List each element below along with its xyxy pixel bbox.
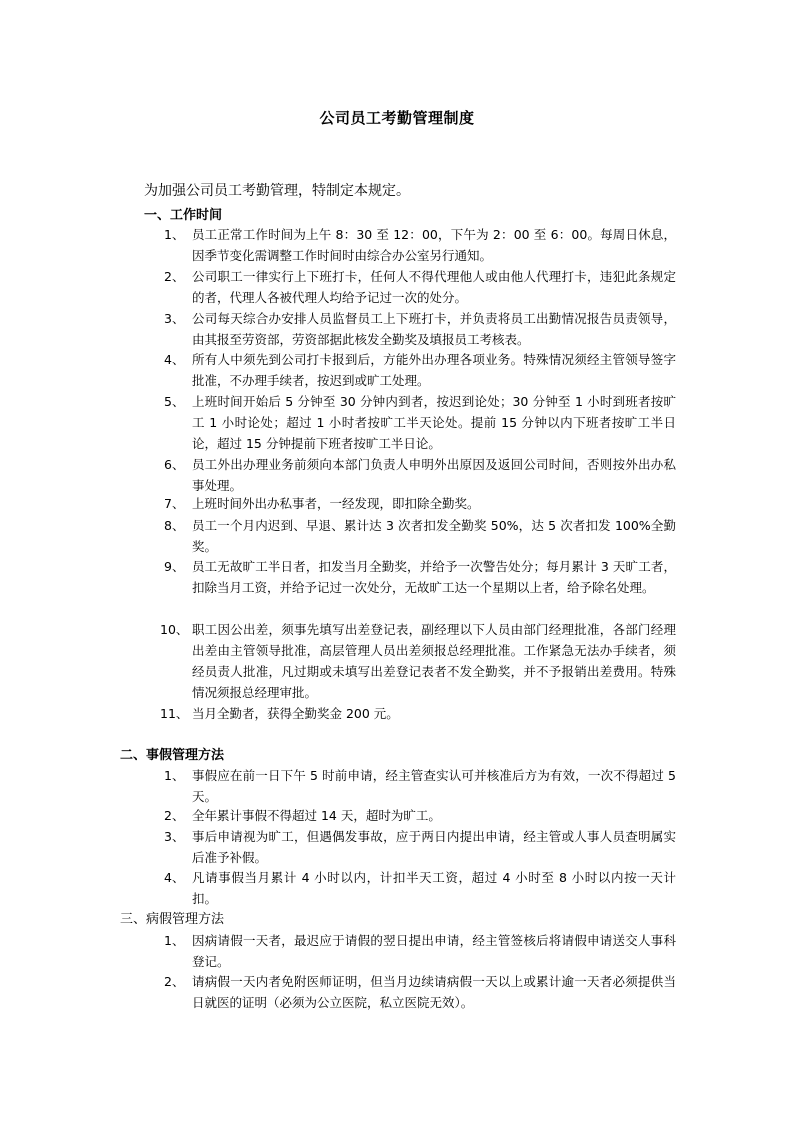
list-item-text: 员工无故旷工半日者，扣发当月全勤奖，并给予一次警告处分；每月累计 3 天旷工者，扣除当月工资，并给予记过一次处分，无故旷工达一个星期以上者，给予除名处理。 — [192, 559, 676, 595]
list-item-number: 1、 — [164, 933, 185, 948]
list-item — [160, 619, 676, 703]
list-item-text: 职工因公出差，须事先填写出差登记表，副经理以下人员由部门经理批准，各部门经理出差由主管领导批准，高层管理人员出差须报总经理批准。工作紧急无法办手续者，须经员责人批准，凡过期或未填写出差登记表者不发全勤奖，并不予报销出差费用。特殊情况须报总经理审批。 — [192, 622, 676, 700]
list-item-number: 2、 — [164, 974, 185, 989]
list-item-number: 5、 — [164, 394, 185, 409]
list-item-text: 全年累计事假不得超过 14 天，超时为旷工。 — [192, 808, 441, 823]
list-item-number: 1、 — [164, 768, 185, 783]
list-item-number: 6、 — [164, 457, 185, 472]
list-item-text: 因病请假一天者，最迟应于请假的翌日提出申请，经主管签核后将请假申请送交人事科登记。 — [192, 933, 676, 969]
list-item-text: 请病假一天内者免附医师证明，但当月边续请病假一天以上或累计逾一天者必须提供当日就医的证明（必须为公立医院，私立医院无效）。 — [192, 974, 676, 1010]
list-item — [164, 867, 676, 909]
list-item — [164, 826, 676, 868]
list-item-number: 1、 — [164, 227, 185, 242]
list-item-number: 8、 — [164, 518, 185, 533]
list-item — [164, 349, 676, 391]
list-item — [164, 556, 676, 598]
list-item-text: 事假应在前一日下午 5 时前申请，经主管查实认可并核准后方为有效，一次不得超过 5 天。 — [192, 768, 676, 804]
list-item-number: 7、 — [164, 496, 185, 511]
list-item-number: 4、 — [164, 870, 185, 885]
list-item-number: 2、 — [164, 269, 185, 284]
document-title: 公司员工考勤管理制度 — [319, 109, 475, 127]
list-item-text: 员工正常工作时间为上午 8：30 至 12：00，下午为 2：00 至 6：00。每周日休息，因季节变化需调整工作时间时由综合办公室另行通知。 — [192, 227, 676, 263]
list-item-text: 事后申请视为旷工，但遇偶发事故，应于两日内提出申请，经主管或人事人员查明属实后准予补假。 — [192, 829, 676, 865]
list-item — [164, 930, 676, 972]
list-item — [164, 493, 676, 514]
list-item-number: 4、 — [164, 352, 185, 367]
list-item-text: 所有人中须先到公司打卡报到后，方能外出办理各项业务。特殊情况须经主管领导签字批准，不办理手续者，按迟到或旷工处理。 — [192, 352, 676, 388]
list-item-text: 凡请事假当月累计 4 小时以内，计扣半天工资，超过 4 小时至 8 小时以内按一天计扣。 — [192, 870, 676, 906]
list-item-text: 员工外出办理业务前须向本部门负责人申明外出原因及返回公司时间，否则按外出办私事处理。 — [192, 457, 676, 493]
intro-paragraph: 为加强公司员工考勤管理，特制定本规定。 — [144, 183, 410, 199]
list-item — [164, 266, 676, 308]
list-item — [164, 391, 676, 454]
list-item — [164, 224, 676, 266]
section-heading-sick-leave: 三、病假管理方法 — [120, 912, 225, 927]
list-item-number: 2、 — [164, 808, 185, 823]
list-item — [164, 805, 676, 826]
list-item — [164, 308, 676, 350]
list-item-number: 9、 — [164, 559, 185, 574]
list-item — [164, 765, 676, 807]
list-item-number: 11、 — [160, 706, 189, 721]
list-item-number: 10、 — [160, 622, 189, 637]
list-item-text: 员工一个月内迟到、早退、累计达 3 次者扣发全勤奖 50%，达 5 次者扣发 100%全勤奖。 — [192, 518, 676, 554]
list-item — [164, 515, 676, 557]
list-item-text: 上班时间开始后 5 分钟至 30 分钟内到者，按迟到论处；30 分钟至 1 小时到班者按旷工 1 小时论处；超过 1 小时者按旷工半天论处。提前 15 分钟以内下班者按旷工半日论，超过 15 分钟提前下班者按旷工半日论。 — [192, 394, 676, 451]
list-item — [160, 703, 676, 724]
list-item — [164, 971, 676, 1013]
list-item-number: 3、 — [164, 311, 185, 326]
list-item-text: 公司每天综合办安排人员监督员工上下班打卡，并负责将员工出勤情况报告员责领导，由其报至劳资部，劳资部据此核发全勤奖及填报员工考核表。 — [192, 311, 676, 347]
list-item-text: 公司职工一律实行上下班打卡，任何人不得代理他人或由他人代理打卡，违犯此条规定的者，代理人各被代理人均给予记过一次的处分。 — [192, 269, 676, 305]
list-item-text: 当月全勤者，获得全勤奖金 200 元。 — [192, 706, 399, 721]
section-heading-personal-leave: 二、事假管理方法 — [120, 748, 225, 763]
section-heading-work-hours: 一、工作时间 — [144, 208, 223, 223]
list-item-number: 3、 — [164, 829, 185, 844]
list-item — [164, 454, 676, 496]
list-item-text: 上班时间外出办私事者，一经发现，即扣除全勤奖。 — [192, 496, 480, 511]
